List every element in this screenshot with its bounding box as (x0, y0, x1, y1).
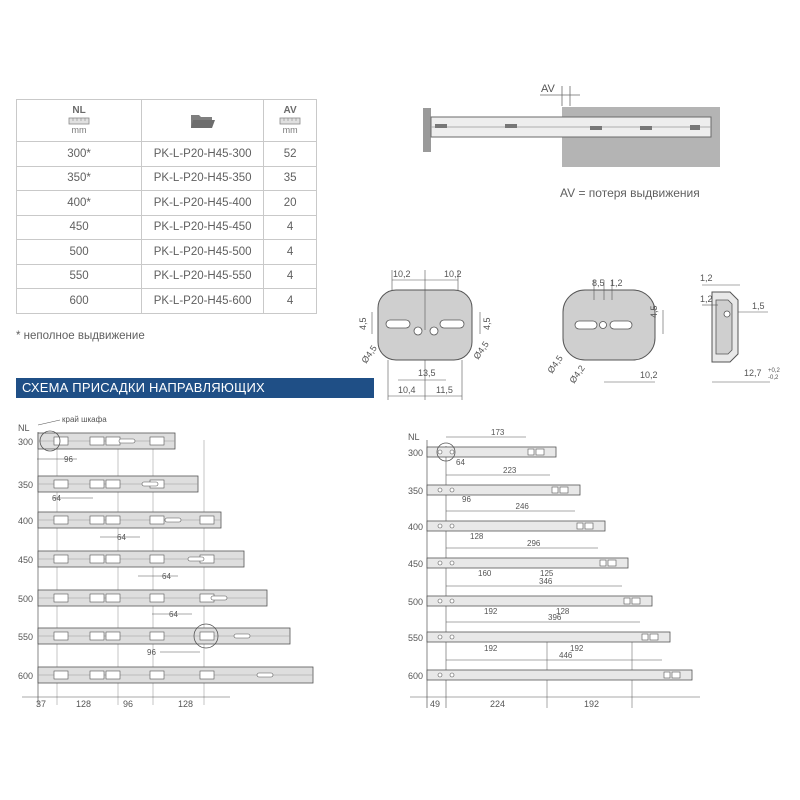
code-cell: PK-L-P20-H45-550 (142, 264, 264, 289)
spacing-label: 96 (462, 495, 471, 504)
mount-hole (450, 673, 454, 677)
dim-label: 1,5 (752, 301, 765, 311)
mount-bracket (54, 594, 68, 602)
dim-label: Ø4,5 (545, 353, 565, 376)
dim-label: 10,4 (398, 385, 416, 395)
spacing-label: 192 (484, 644, 498, 653)
dim-label: +0,2 (768, 368, 780, 374)
dim-label: 8,5 (592, 278, 605, 288)
spacing-label: 160 (478, 569, 492, 578)
dim-label: Ø4,5 (471, 339, 491, 362)
slide-rail (427, 670, 692, 680)
row-label: 400 (408, 522, 424, 532)
mount-bracket (106, 594, 120, 602)
mount-bracket (90, 594, 104, 602)
row-label: 450 (18, 555, 34, 565)
code-cell: PK-L-P20-H45-450 (142, 215, 264, 240)
slot-hole (234, 634, 250, 638)
mount-bracket (106, 671, 120, 679)
nl-cell: 350* (17, 166, 142, 191)
top-dim-label: 396 (548, 613, 562, 622)
av-caption: AV = потеря выдвижения (560, 186, 700, 200)
bottom-dim-label: 96 (123, 699, 134, 709)
mount-hole (585, 523, 593, 529)
mount-hole (450, 488, 454, 492)
bottom-dim-label: 224 (490, 699, 506, 709)
nl-cell: 300* (17, 142, 142, 167)
code-cell: PK-L-P20-H45-350 (142, 166, 264, 191)
top-dim-label: 223 (503, 466, 517, 475)
nl-cell: 600 (17, 289, 142, 314)
spacing-label: 128 (556, 607, 570, 616)
mount-hole (632, 598, 640, 604)
footnote: * неполное выдвижение (16, 330, 145, 342)
av-cell: 20 (264, 191, 317, 216)
code-cell: PK-L-P20-H45-300 (142, 142, 264, 167)
section-banner: СХЕМА ПРИСАДКИ НАПРАВЛЯЮЩИХ (16, 378, 374, 398)
leader-line (38, 420, 60, 425)
av-cell: 4 (264, 215, 317, 240)
spacing-label: 64 (169, 610, 178, 619)
spacing-label: 192 (484, 607, 498, 616)
left-mounting-scheme (18, 415, 313, 709)
dim-label: 1,2 (610, 278, 623, 288)
dim-label: 4,5 (649, 305, 659, 318)
spacing-label: 128 (470, 532, 484, 541)
mount-bracket (150, 632, 164, 640)
dim-label: 10,2 (444, 269, 462, 279)
mount-bracket (150, 437, 164, 445)
dim-label: 4,5 (358, 317, 368, 330)
bottom-dim-label: 49 (430, 699, 441, 709)
mount-bracket (90, 671, 104, 679)
top-dim-label: 246 (515, 502, 529, 511)
top-dim-label: 446 (559, 651, 573, 660)
mount-hole (438, 599, 442, 603)
row-label: 600 (18, 671, 34, 681)
bottom-dim-label: 128 (178, 699, 194, 709)
mount-hole (672, 672, 680, 678)
mount-hole (577, 523, 583, 529)
code-cell: PK-L-P20-H45-500 (142, 240, 264, 265)
nl-label: NL (18, 423, 30, 433)
mount-bracket (200, 516, 214, 524)
row-label: 500 (18, 594, 34, 604)
mount-bracket (200, 671, 214, 679)
spacing-label: 64 (162, 572, 171, 581)
mount-bracket (106, 437, 120, 445)
mount-hole (624, 598, 630, 604)
dim-label: -0,2 (768, 375, 779, 381)
nl-cell: 500 (17, 240, 142, 265)
spacing-label: 64 (456, 458, 465, 467)
av-diagram (423, 83, 720, 167)
dim-label: 4,5 (482, 317, 492, 330)
bottom-dim-label: 37 (36, 699, 47, 709)
dim-label: 12,7 (744, 368, 762, 378)
mount-hole (600, 560, 606, 566)
mount-bracket (150, 594, 164, 602)
row-label: 550 (18, 632, 34, 642)
mount-bracket (200, 632, 214, 640)
spacing-label: 64 (117, 533, 126, 542)
row-label: 500 (408, 597, 424, 607)
mount-hole (438, 673, 442, 677)
nl-cell: 450 (17, 215, 142, 240)
nl-label: NL (408, 432, 420, 442)
nl-header-label: NL (72, 105, 86, 116)
spacing-label: 192 (570, 644, 584, 653)
av-header-label: AV (283, 105, 297, 116)
av-cell: 52 (264, 142, 317, 167)
mount-bracket (106, 632, 120, 640)
mount-hole (438, 524, 442, 528)
mount-bracket (150, 555, 164, 563)
slot-hole (119, 439, 135, 443)
av-cell: 4 (264, 264, 317, 289)
mount-bracket (150, 671, 164, 679)
row-label: 600 (408, 671, 424, 681)
slot-hole (257, 673, 273, 677)
dim-label: 10,2 (393, 269, 411, 279)
mount-hole (536, 449, 544, 455)
dim-label: 1,2 (700, 273, 713, 283)
mount-bracket (90, 516, 104, 524)
mount-bracket (54, 516, 68, 524)
slot-hole (188, 557, 204, 561)
slot-hole (211, 596, 227, 600)
mount-hole (664, 672, 670, 678)
av-label: AV (541, 83, 555, 95)
slot-hole (142, 482, 158, 486)
mount-bracket (54, 555, 68, 563)
dim-label: 11,5 (436, 385, 453, 395)
mount-bracket (150, 516, 164, 524)
mount-hole (528, 449, 534, 455)
mount-hole (450, 450, 454, 454)
mount-hole (438, 635, 442, 639)
row-label: 550 (408, 633, 424, 643)
bottom-dim-label: 192 (584, 699, 600, 709)
spacing-label: 64 (52, 494, 61, 503)
bottom-dim-label: 128 (76, 699, 92, 709)
mount-hole (438, 561, 442, 565)
mount-hole (438, 488, 442, 492)
mount-bracket (54, 437, 68, 445)
mount-bracket (90, 555, 104, 563)
mount-hole (438, 450, 442, 454)
nl-header-unit: mm (71, 125, 87, 135)
spacing-label: 96 (64, 455, 73, 464)
mount-bracket (90, 437, 104, 445)
code-cell: PK-L-P20-H45-400 (142, 191, 264, 216)
mount-hole (608, 560, 616, 566)
slide-rail (427, 632, 670, 642)
nl-cell: 550 (17, 264, 142, 289)
av-header-unit: mm (282, 125, 298, 135)
slide-rail (427, 558, 628, 568)
row-label: 400 (18, 516, 34, 526)
row-label: 350 (408, 486, 424, 496)
top-dim-label: 346 (539, 577, 553, 586)
mount-hole (560, 487, 568, 493)
dim-label: Ø4,5 (359, 343, 379, 366)
mount-hole (642, 634, 648, 640)
mount-bracket (90, 632, 104, 640)
mount-bracket (106, 516, 120, 524)
spacing-label: 125 (540, 569, 554, 578)
dim-label: 10,2 (640, 370, 658, 380)
mount-hole (450, 599, 454, 603)
mount-hole (450, 561, 454, 565)
cabinet-wall (423, 108, 431, 152)
mount-bracket (54, 671, 68, 679)
mount-bracket (106, 480, 120, 488)
spacing-label: 96 (147, 648, 156, 657)
mount-bracket (54, 480, 68, 488)
mount-bracket (54, 632, 68, 640)
mount-hole (552, 487, 558, 493)
mount-hole (450, 635, 454, 639)
av-cell: 35 (264, 166, 317, 191)
dim-label: Ø4,2 (567, 363, 587, 386)
row-label: 300 (18, 437, 34, 447)
nl-cell: 400* (17, 191, 142, 216)
row-label: 300 (408, 448, 424, 458)
detail-profile (700, 273, 781, 382)
detail-bracket-left (358, 269, 492, 400)
mount-hole (450, 524, 454, 528)
top-dim-label: 173 (491, 428, 505, 437)
right-mounting-scheme (408, 428, 700, 709)
edge-label: край шкафа (62, 415, 107, 424)
row-label: 350 (18, 480, 34, 490)
mount-bracket (106, 555, 120, 563)
av-cell: 4 (264, 240, 317, 265)
row-label: 450 (408, 559, 424, 569)
dim-label: 13,5 (418, 368, 436, 378)
mount-hole (650, 634, 658, 640)
av-cell: 4 (264, 289, 317, 314)
top-dim-label: 296 (527, 539, 541, 548)
code-cell: PK-L-P20-H45-600 (142, 289, 264, 314)
mount-bracket (90, 480, 104, 488)
dim-label: 1,2 (700, 294, 713, 304)
slot-hole (165, 518, 181, 522)
detail-bracket-middle (545, 278, 663, 385)
slide-rail (427, 596, 652, 606)
